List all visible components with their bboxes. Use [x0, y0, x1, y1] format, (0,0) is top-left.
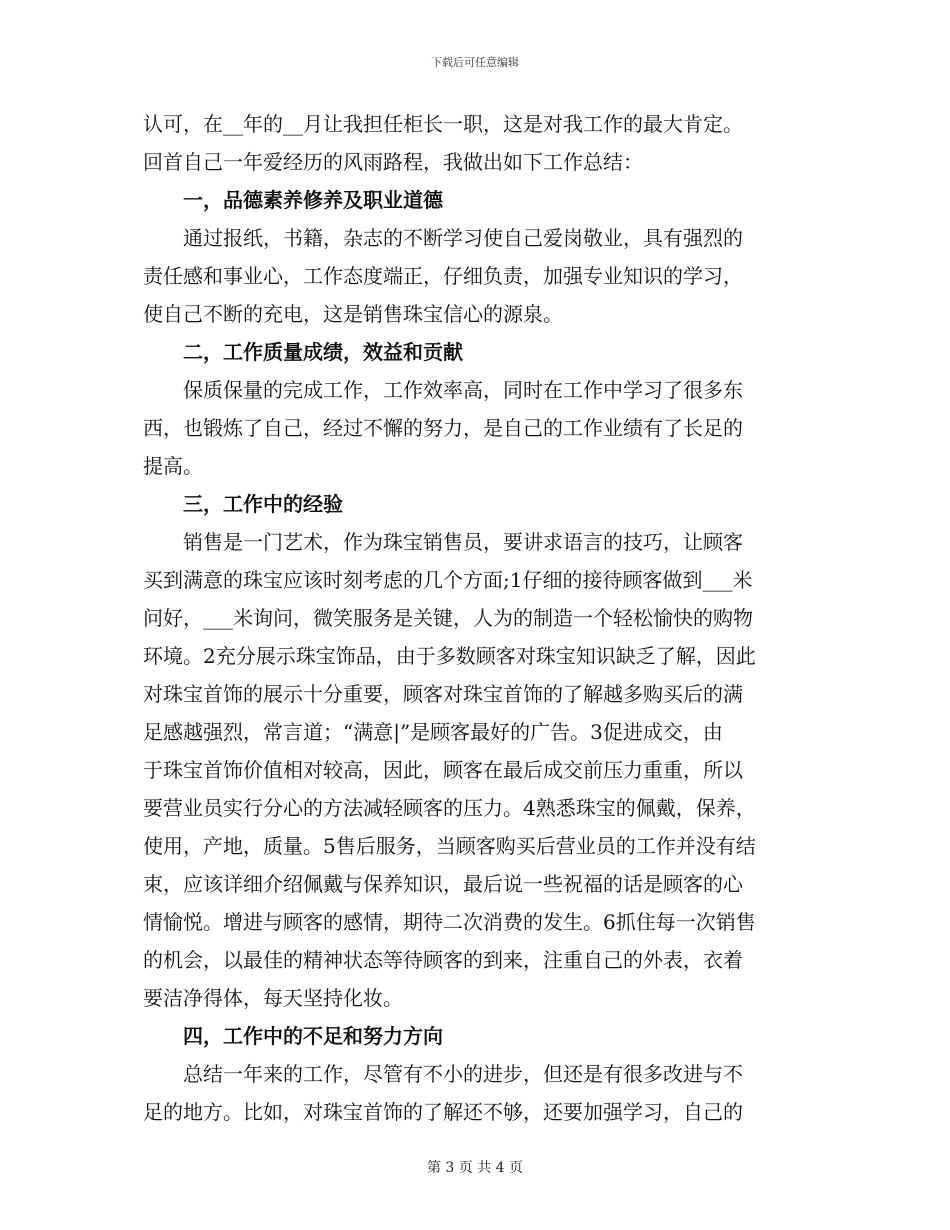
body-line: 回首自己一年爱经历的风雨路程，我做出如下工作总结： — [143, 150, 643, 174]
body-line: 买到满意的珠宝应该时刻考虑的几个方面;1仔细的接待顾客做到___米 — [143, 568, 753, 592]
body-line: 足的地方。比如，对珠宝首饰的了解还不够，还要加强学习，自己的 — [143, 1100, 743, 1124]
body-line: 对珠宝首饰的展示十分重要，顾客对珠宝首饰的了解越多购买后的满 — [143, 682, 743, 706]
section-heading-1: 一，品德素养修养及职业道德 — [183, 188, 443, 212]
body-line: 足感越强烈，常言道；“满意|”是顾客最好的广告。3促进成交，由 — [143, 720, 723, 744]
body-line: 于珠宝首饰价值相对较高，因此，顾客在最后成交前压力重重，所以 — [143, 758, 743, 782]
body-line: 环境。2充分展示珠宝饰品，由于多数顾客对珠宝知识缺乏了解，因此 — [143, 644, 756, 668]
body-line: 要营业员实行分心的方法减轻顾客的压力。4熟悉珠宝的佩戴，保养， — [143, 796, 756, 820]
body-line: 认可，在__年的__月让我担任柜长一职，这是对我工作的最大肯定。 — [143, 112, 743, 136]
body-line: 提高。 — [143, 454, 203, 478]
body-line: 情愉悦。增进与顾客的感情，期待二次消费的发生。6抓住每一次销售 — [143, 910, 756, 934]
body-line: 的机会，以最佳的精神状态等待顾客的到来，注重自己的外表，衣着 — [143, 948, 743, 972]
section-heading-2: 二，工作质量成绩，效益和贡献 — [183, 340, 463, 364]
section-heading-3: 三，工作中的经验 — [183, 492, 343, 516]
section-heading-4: 四，工作中的不足和努力方向 — [183, 1024, 443, 1048]
body-line: 使自己不断的充电，这是销售珠宝信心的源泉。 — [143, 302, 563, 326]
body-line: 要洁净得体，每天坚持化妆。 — [143, 986, 403, 1010]
paragraph-start: 通过报纸，书籍，杂志的不断学习使自己爱岗敬业，具有强烈的 — [183, 226, 743, 250]
body-line: 责任感和事业心，工作态度端正，仔细负责，加强专业知识的学习， — [143, 264, 743, 288]
page-number: 第 3 页 共 4 页 — [426, 1160, 524, 1176]
page-header: 下载后可任意编辑 — [431, 56, 519, 69]
body-line: 问好，___米询问，微笑服务是关键，人为的制造一个轻松愉快的购物 — [143, 606, 753, 630]
paragraph-start: 销售是一门艺术，作为珠宝销售员，要讲求语言的技巧，让顾客 — [183, 530, 743, 554]
paragraph-start: 保质保量的完成工作，工作效率高，同时在工作中学习了很多东 — [183, 378, 743, 402]
paragraph-start: 总结一年来的工作，尽管有不小的进步，但还是有很多改进与不 — [183, 1062, 743, 1086]
body-line: 使用，产地，质量。5售后服务，当顾客购买后营业员的工作并没有结 — [143, 834, 756, 858]
body-line: 束，应该详细介绍佩戴与保养知识，最后说一些祝福的话是顾客的心 — [143, 872, 743, 896]
document-body — [143, 105, 807, 1131]
body-line: 西，也锻炼了自己，经过不懈的努力，是自己的工作业绩有了长足的 — [143, 416, 743, 440]
